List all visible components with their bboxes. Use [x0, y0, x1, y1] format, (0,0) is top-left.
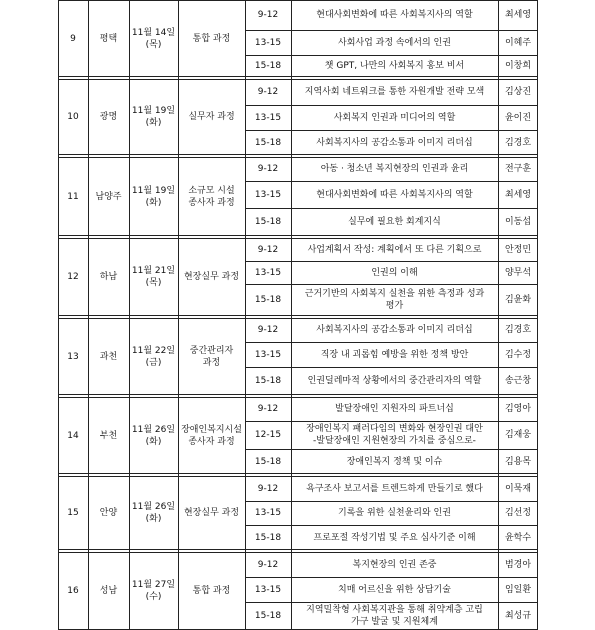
training-date [129, 318, 178, 395]
lecturer-name [498, 602, 538, 630]
course-name-line: 실무자 과정 [188, 112, 235, 122]
row-divider [245, 342, 538, 343]
time-slot-line: 15-18 [254, 217, 282, 227]
training-date-line: 11월 19일 [131, 106, 176, 116]
session-number-line: 15 [67, 508, 79, 518]
row-divider [245, 130, 538, 131]
lecture-topic [291, 421, 498, 449]
lecturer-name-line: 김수정 [504, 349, 532, 360]
column-divider [58, 0, 59, 630]
lecture-topic [291, 157, 498, 181]
lecturer-name [498, 130, 538, 155]
time-slot-line: 9-12 [257, 404, 279, 414]
region-name [88, 397, 129, 474]
lecture-topic [291, 552, 498, 577]
group-divider [58, 76, 538, 77]
session-number-line: 13 [67, 351, 79, 362]
lecturer-name [498, 79, 538, 105]
training-date-line: (수) [145, 592, 162, 602]
training-date-line: (금) [145, 357, 162, 368]
lecturer-name [498, 0, 538, 30]
time-slot [245, 525, 291, 550]
course-name-line: 종사자 과정 [188, 197, 235, 208]
time-slot [245, 0, 291, 30]
row-divider [245, 55, 538, 56]
lecturer-name [498, 181, 538, 208]
lecture-topic [291, 105, 498, 130]
row-divider [245, 261, 538, 262]
lecturer-name-line: 김영아 [504, 404, 532, 414]
lecturer-name-line: 김상진 [504, 87, 532, 97]
region-name-line: 평택 [99, 33, 118, 44]
time-slot [245, 342, 291, 367]
group-divider [58, 0, 538, 1]
time-slot [245, 130, 291, 155]
row-divider [245, 30, 538, 31]
lecture-topic [291, 501, 498, 525]
lecturer-name [498, 157, 538, 181]
lecture-topic-line: 평가 [385, 301, 404, 311]
lecture-topic [291, 449, 498, 474]
session-number-line: 16 [67, 586, 79, 596]
training-date [129, 157, 178, 236]
lecturer-name-line: 전구훈 [504, 164, 532, 174]
row-divider [245, 577, 538, 578]
lecture-topic [291, 30, 498, 55]
session-number [58, 397, 88, 474]
lecturer-name [498, 367, 538, 395]
lecture-topic-line: 지역밀착형 사회복지관을 통해 취약계층 고립 [306, 605, 483, 615]
lecturer-name [498, 501, 538, 525]
course-name-line: 통합 과정 [192, 586, 231, 596]
lecture-topic-line: 발달장애인 지원자의 파트너십 [335, 404, 454, 414]
column-divider [498, 0, 499, 630]
region-name-line: 성남 [99, 586, 118, 596]
lecturer-name [498, 577, 538, 602]
group-divider [58, 397, 538, 398]
lecturer-name [498, 261, 538, 284]
time-slot [245, 105, 291, 130]
course-name-line: 장애인복지시설 [181, 424, 242, 435]
lecturer-name [498, 476, 538, 501]
training-date-line: 11월 26일 [131, 424, 176, 435]
training-date-line: 11월 27일 [131, 580, 176, 590]
time-slot [245, 79, 291, 105]
session-number [58, 0, 88, 77]
lecture-topic-line: 사회복지사의 공감소통과 이미지 리더십 [316, 325, 473, 335]
session-number [58, 552, 88, 630]
lecture-topic-line: 사회복지 인권과 미디어의 역할 [333, 112, 456, 123]
session-number-line: 14 [67, 430, 79, 441]
group-divider [58, 394, 538, 395]
row-divider [245, 501, 538, 502]
lecturer-name-line: 송근창 [504, 376, 532, 386]
time-slot [245, 181, 291, 208]
time-slot-line: 13-15 [254, 349, 282, 360]
time-slot [245, 552, 291, 577]
course-name-line: 중간관리자 [189, 345, 234, 356]
course-name [178, 238, 245, 316]
lecturer-name-line: 김용목 [504, 456, 532, 467]
training-date-line: 11월 22일 [131, 345, 176, 356]
lecture-topic-line: 근거기반의 사회복지 실천을 위한 측정과 성과 [304, 289, 485, 299]
lecturer-name-line: 이묵재 [504, 483, 532, 494]
course-name-line: 현장실무 과정 [183, 508, 240, 518]
time-slot [245, 55, 291, 77]
lecture-topic [291, 238, 498, 261]
lecture-topic-line: 기록을 위한 실천윤리와 인권 [338, 508, 451, 518]
time-slot [245, 157, 291, 181]
session-number-line: 9 [70, 33, 76, 44]
lecture-topic [291, 261, 498, 284]
time-slot-line: 9-12 [257, 559, 279, 570]
lecturer-name-line: 최세영 [504, 10, 532, 20]
lecture-topic [291, 525, 498, 550]
lecture-topic-line: 복지현장의 인권 존중 [352, 559, 437, 570]
region-name-line: 부천 [99, 430, 118, 441]
training-date-line: (화) [145, 197, 162, 208]
group-divider [58, 235, 538, 236]
time-slot [245, 397, 291, 421]
lecturer-name-line: 최성규 [504, 611, 532, 621]
lecture-topic [291, 602, 498, 630]
lecture-topic [291, 342, 498, 367]
group-divider [58, 315, 538, 316]
course-name-line: 소규모 시설 [188, 185, 235, 196]
lecturer-name [498, 449, 538, 474]
lecture-topic-line: 지역사회 네트워크를 통한 자원개발 전략 모색 [304, 87, 485, 97]
time-slot-line: 9-12 [257, 244, 279, 255]
session-number [58, 157, 88, 236]
session-number-line: 10 [67, 112, 79, 122]
row-divider [245, 181, 538, 182]
column-divider [245, 0, 246, 630]
lecturer-name-line: 윤학수 [504, 532, 532, 543]
time-slot-line: 15-18 [254, 137, 282, 148]
training-date-line: 11월 26일 [131, 502, 176, 512]
column-divider [88, 0, 89, 630]
time-slot-line: 9-12 [257, 325, 279, 335]
lecture-topic-line: 인권딜레마적 상황에서의 중간관리자의 역할 [307, 376, 482, 386]
time-slot-line: 13-15 [254, 584, 282, 595]
group-divider [58, 157, 538, 158]
lecture-topic [291, 181, 498, 208]
lecturer-name-line: 임일환 [504, 584, 532, 595]
time-slot [245, 602, 291, 630]
group-divider [58, 476, 538, 477]
course-name-line: 통합 과정 [192, 33, 231, 44]
lecturer-name [498, 552, 538, 577]
training-date-line: (화) [145, 514, 162, 524]
training-date [129, 397, 178, 474]
time-slot [245, 208, 291, 236]
lecturer-name-line: 김선정 [504, 508, 532, 518]
lecture-topic-line: 현대사회변화에 따른 사회복지사의 역할 [316, 10, 473, 20]
lecturer-name [498, 421, 538, 449]
time-slot-line: 13-15 [254, 508, 282, 518]
time-slot [245, 261, 291, 284]
session-number-line: 11 [67, 191, 79, 202]
time-slot-line: 13-15 [254, 189, 282, 200]
lecture-topic-line: 사회복지사의 공감소통과 이미지 리더십 [316, 137, 473, 148]
row-divider [245, 525, 538, 526]
session-number-line: 12 [67, 272, 79, 282]
row-divider [245, 449, 538, 450]
column-divider [129, 0, 130, 630]
session-number [58, 238, 88, 316]
training-date-line: 11월 19일 [131, 185, 176, 196]
lecture-topic [291, 208, 498, 236]
column-divider [178, 0, 179, 630]
lecturer-name-line: 안정민 [504, 244, 532, 255]
lecture-topic-line: 사업계획서 작성: 계획에서 또 다른 기획으로 [307, 244, 482, 255]
lecture-topic-line: 챗 GPT, 나만의 사회복지 홍보 비서 [324, 61, 465, 71]
time-slot-line: 13-15 [254, 267, 282, 278]
lecture-topic-line: 욕구조사 보고서를 트렌드하게 만들기로 했다 [306, 483, 483, 494]
region-name-line: 남양주 [95, 191, 122, 202]
lecture-topic-line: 현대사회변화에 따른 사회복지사의 역할 [316, 189, 473, 200]
lecturer-name [498, 397, 538, 421]
time-slot [245, 449, 291, 474]
session-number [58, 318, 88, 395]
row-divider [245, 284, 538, 285]
lecturer-name-line: 김경호 [504, 137, 532, 148]
time-slot-line: 13-15 [254, 37, 282, 48]
region-name [88, 79, 129, 155]
lecturer-name-line: 이동섭 [504, 217, 532, 227]
course-name [178, 79, 245, 155]
row-divider [245, 602, 538, 603]
lecturer-name-line: 김윤화 [504, 295, 532, 305]
lecturer-name-line: 범경아 [504, 559, 532, 570]
time-slot-line: 15-18 [254, 611, 282, 621]
time-slot-line: 9-12 [257, 10, 279, 20]
lecturer-name-line: 이혜주 [504, 37, 532, 48]
lecturer-name-line: 김재웅 [504, 430, 532, 440]
course-name [178, 552, 245, 630]
region-name [88, 0, 129, 77]
group-divider [58, 154, 538, 155]
group-divider [58, 473, 538, 474]
lecture-topic [291, 0, 498, 30]
time-slot-line: 9-12 [257, 87, 279, 97]
group-divider [58, 549, 538, 550]
group-divider [58, 318, 538, 319]
lecture-topic [291, 284, 498, 316]
lecturer-name [498, 105, 538, 130]
course-name-line: 종사자 과정 [188, 436, 235, 447]
lecturer-name-line: 김경호 [504, 325, 532, 335]
lecture-topic [291, 397, 498, 421]
lecture-topic-line: 장애인복지 정책 및 이슈 [346, 456, 443, 467]
course-name [178, 476, 245, 550]
region-name-line: 광명 [99, 112, 118, 122]
session-number [58, 476, 88, 550]
lecture-topic-line: 사회사업 과정 속에서의 인권 [338, 37, 451, 48]
training-date [129, 552, 178, 630]
training-date [129, 0, 178, 77]
row-divider [245, 421, 538, 422]
group-divider [58, 238, 538, 239]
time-slot-line: 9-12 [257, 483, 279, 494]
lecture-topic [291, 79, 498, 105]
session-number [58, 79, 88, 155]
region-name [88, 318, 129, 395]
time-slot [245, 421, 291, 449]
column-divider [291, 0, 292, 630]
lecture-topic-line: 프로포절 작성기법 및 주요 심사기준 이해 [313, 532, 476, 543]
training-date [129, 238, 178, 316]
lecturer-name [498, 238, 538, 261]
lecturer-name-line: 윤이진 [504, 112, 532, 123]
training-date-line: (화) [145, 118, 162, 128]
training-date-line: (목) [145, 278, 162, 288]
lecturer-name [498, 284, 538, 316]
time-slot-line: 9-12 [257, 164, 279, 174]
time-slot-line: 13-15 [254, 112, 282, 123]
lecture-topic [291, 55, 498, 77]
lecturer-name [498, 55, 538, 77]
lecturer-name-line: 양무석 [504, 267, 532, 278]
course-name [178, 318, 245, 395]
time-slot [245, 318, 291, 342]
row-divider [245, 367, 538, 368]
training-date-line: (목) [145, 39, 162, 50]
region-name [88, 238, 129, 316]
group-divider [58, 552, 538, 553]
lecture-topic [291, 577, 498, 602]
training-date-line: 11월 14일 [131, 27, 176, 38]
lecture-topic-line: 실무에 필요한 회계지식 [348, 217, 441, 227]
time-slot-line: 15-18 [254, 532, 282, 543]
lecture-topic [291, 130, 498, 155]
lecture-topic-line: 치매 어르신을 위한 상담기술 [338, 584, 451, 595]
lecturer-name [498, 208, 538, 236]
lecture-topic [291, 318, 498, 342]
training-date [129, 476, 178, 550]
region-name-line: 안양 [99, 508, 118, 518]
time-slot-line: 12-15 [254, 430, 282, 440]
training-date-line: (화) [145, 436, 162, 447]
lecturer-name-line: 이창희 [504, 61, 532, 71]
time-slot-line: 15-18 [254, 61, 282, 71]
lecture-topic [291, 367, 498, 395]
time-slot [245, 577, 291, 602]
course-name [178, 0, 245, 77]
lecturer-name [498, 318, 538, 342]
lecture-topic-line: -발달장애인 지원현장의 가치를 중심으로- [313, 436, 476, 446]
column-divider [537, 0, 538, 630]
time-slot [245, 367, 291, 395]
time-slot [245, 476, 291, 501]
training-date-line: 11월 21일 [131, 266, 176, 276]
time-slot [245, 284, 291, 316]
training-date [129, 79, 178, 155]
time-slot [245, 238, 291, 261]
lecture-topic-line: 장애인복지 패러다임의 변화와 현장인권 대안 [306, 424, 483, 434]
region-name [88, 552, 129, 630]
lecture-topic-line: 아동 · 청소년 복지현장의 인권과 윤리 [320, 164, 469, 174]
region-name-line: 과천 [99, 351, 118, 362]
group-divider [58, 79, 538, 80]
time-slot-line: 15-18 [254, 376, 282, 386]
row-divider [245, 105, 538, 106]
lecture-topic-line: 가구 발굴 및 지원체계 [351, 617, 438, 627]
lecturer-name-line: 최세영 [504, 189, 532, 200]
lecturer-name [498, 525, 538, 550]
lecture-topic [291, 476, 498, 501]
course-name-line: 현장실무 과정 [183, 272, 240, 282]
course-name [178, 397, 245, 474]
course-name [178, 157, 245, 236]
row-divider [245, 208, 538, 209]
time-slot-line: 15-18 [254, 295, 282, 305]
lecture-topic-line: 인권의 이해 [371, 267, 418, 278]
time-slot-line: 15-18 [254, 456, 282, 467]
time-slot [245, 501, 291, 525]
course-name-line: 과정 [202, 357, 221, 368]
region-name [88, 157, 129, 236]
time-slot [245, 30, 291, 55]
lecturer-name [498, 30, 538, 55]
lecture-topic-line: 직장 내 괴롭힘 예방을 위한 정책 방안 [320, 349, 469, 360]
region-name-line: 하남 [99, 272, 118, 282]
lecturer-name [498, 342, 538, 367]
region-name [88, 476, 129, 550]
